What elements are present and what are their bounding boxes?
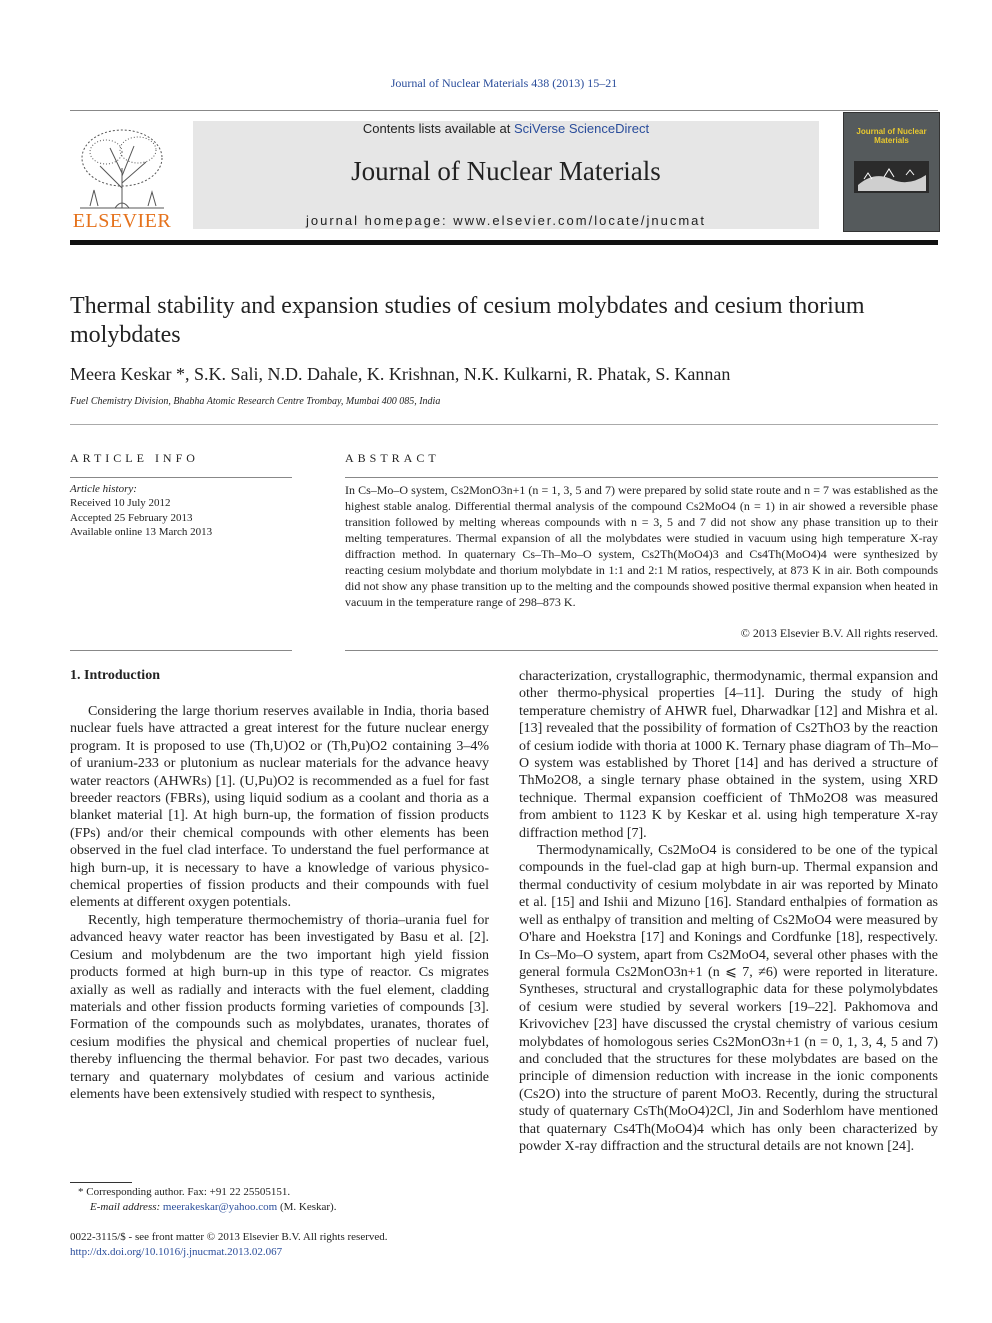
email-label: E-mail address: (90, 1201, 163, 1213)
body-column-left (70, 703, 489, 1103)
divider (345, 650, 938, 651)
section-heading: 1. Introduction (70, 668, 160, 683)
contents-prefix: Contents lists available at (362, 121, 514, 136)
author-list: Meera Keskar *, S.K. Sali, N.D. Dahale, K. Krishnan, N.K. Kulkarni, R. Phatak, S. Kannan (70, 364, 731, 384)
history-label: Article history: (70, 483, 137, 495)
online-date: Available online 13 March 2013 (70, 525, 213, 538)
journal-name: Journal of Nuclear Materials (351, 156, 661, 186)
divider (345, 477, 938, 478)
email-link[interactable]: meerakeskar@yahoo.com (162, 1201, 278, 1213)
corresponding-author: * Corresponding author. Fax: +91 22 25505151. (78, 1186, 291, 1198)
paragraph: Recently, high temperature thermochemistry of thoria–urania fuel for advanced heavy water reactor has been investigated by Basu et al. [2]. Cesium and molybdenum are the two important high yield fission products formed at high burn-up in this type of reactor. Cs migrates axially as well as radially and interacts with the fuel element, cladding materials and other fission products forming varieties of compounds [3]. Formation of the compounds such as molybdates, uranates, thorates of cesium modifies the physical and chemical properties of nuclear fuel, thereby influencing the thermal behavior. For past two decades, various ternary and quaternary molybdates of cesium and various actinide elements have been extensively studied with respect to synthesis, (70, 912, 489, 1102)
doi-link[interactable]: http://dx.doi.org/10.1016/j.jnucmat.2013.02.067 (70, 1246, 283, 1258)
page-footer (70, 1230, 570, 1260)
abstract-text: In Cs–Mo–O system, Cs2MonO3n+1 (n = 1, 3, 5 and 7) were prepared by solid state route and n = 7 was established as the highest stable analog. Differential thermal analysis of the compound Cs2MoO4 (n = 1) in air showed a reversible phase transition followed by melting whereas compounds with n = 3, 5 and 7 did not show any phase transition up to their melting temperatures. Thermal expansion of all the molybdates were studied in vacuum using high temperature X-ray diffraction method. In quaternary Cs–Th–Mo–O system, Cs2Th(MoO4)3 and Cs4Th(MoO4)4 were synthesized by reacting cesium molybdate and thorium molybdate in 1:1 and 2:1 M ratios, respectively, at 873 K in air. Both compounds did not show any phase transition up to the melting and the compounds showed positive thermal expansion when heated in vacuum in the temperature range of 298–873 K. (345, 483, 938, 609)
footnote (70, 1185, 489, 1215)
header-rule (70, 240, 938, 245)
body-column-right (519, 668, 938, 1155)
divider (70, 477, 292, 478)
copyright: © 2013 Elsevier B.V. All rights reserved. (740, 626, 938, 640)
article-history (70, 482, 292, 539)
paragraph: Considering the large thorium reserves available in India, thoria based nuclear fuels have attracted a great interest for the future nuclear energy program. It is proposed to use (Th,U)O2 or (Th,Pu)O2 containing 3–4% of uranium-233 or plutonium as nuclear materials for the advance heavy water reactors (AHWRs) [1]. (U,Pu)O2 is recommended as a fuel for fast breeder reactors (FBRs), using liquid sodium as a coolant and thoria as a blanket material [1]. At high burn-up, the formation of fission products (FPs) and/or their chemical compounds with other elements has been observed in the fuel clad interface. To understand the fuel performance at high burn-up, it is necessary to have a knowledge of various physico-chemical properties of fission products and their compounds with fuel elements at different oxygen potentials. (70, 704, 489, 911)
email-suffix: (M. Keskar). (277, 1201, 337, 1213)
paragraph: characterization, crystallographic, thermodynamic, thermal expansion and other thermo-physical properties [4–11]. During the study of high temperature chemistry of AHWR fuel, Dharwadkar [12] and Mishra et al. [13] revealed that the possibility of formation of Cs2ThO3 by the reaction of cesium iodide with thoria at 1000 K. Ternary phase diagram of Th–Mo–O system was established by Thoret [14] and has derived a structure of ThMo2O8, a single ternary phase obtained in the system, using XRD technique. Thermal expansion coefficient of ThMo2O8 was measured from ambient to 1123 K by Keskar et al. using high temperature X-ray diffraction method [7]. (519, 669, 938, 841)
accepted-date: Accepted 25 February 2013 (70, 511, 193, 524)
journal-cover-thumbnail[interactable] (843, 112, 940, 232)
issn-line: 0022-3115/$ - see front matter © 2013 Elsevier B.V. All rights reserved. (70, 1231, 388, 1243)
homepage-prefix: journal homepage: (305, 213, 454, 228)
paragraph: Thermodynamically, Cs2MoO4 is considered to be one of the typical compounds in the fuel-clad gap at high burn-up. Thermal expansion and thermal conductivity of cesium molybdate in air was reported by Minato et al. [15] and Ishii and Mizuno [16]. Standard enthalpies of formation as well as enthalpy of transition and melting of Cs2MoO4 were measured by O'hare and Hoekstra [17] and Konings and Cordfunke [18], respectively. In Cs–Mo–O system, apart from Cs2MoO4, several other phases with the general formula Cs2MonO3n+1 (n ⩽ 7, ≠6) were reported in literature. Syntheses, structural and crystallographic data for these polymolybdates of cesium were studied by several workers [19–22]. Pakhomova and Krivovichev [23] have discussed the crystal chemistry of various cesium molybdates of homologous series Cs2MonO3n+1 (n = 0, 1, 3, 4, 5 and 7) and concluded that the structures for these molybdates are based on the principle of dimension reduction with increase in the ionic components (Cs2O) into the structure of parent MoO3. Recently, during the structural study of quaternary CsTh(MoO4)2Cl, Jin and Soderhlom have mentioned that quaternary Cs4Th(MoO4)4 which has only been characterized by powder X-ray diffraction and the structural details are not known [24]. (519, 843, 938, 1154)
divider (70, 650, 292, 651)
article-title: Thermal stability and expansion studies of cesium molybdates and cesium thorium molybdates (70, 293, 865, 348)
elsevier-wordmark[interactable]: ELSEVIER (72, 210, 172, 232)
journal-citation[interactable]: Journal of Nuclear Materials 438 (2013) 15–21 (390, 76, 618, 90)
top-rule (70, 110, 938, 111)
abstract-heading: ABSTRACT (345, 451, 440, 465)
divider (70, 424, 938, 425)
sciencedirect-link[interactable]: SciVerse ScienceDirect (513, 121, 650, 136)
cover-title: Journal of Nuclear Materials (856, 127, 927, 145)
contents-line (193, 121, 819, 136)
journal-homepage (193, 213, 819, 228)
received-date: Received 10 July 2012 (70, 497, 171, 510)
cover-image-icon (844, 113, 939, 231)
homepage-url[interactable]: www.elsevier.com/locate/jnucmat (453, 213, 707, 228)
footnote-rule (70, 1182, 132, 1183)
affiliation: Fuel Chemistry Division, Bhabha Atomic Research Centre Trombay, Mumbai 400 085, India (70, 396, 441, 407)
article-info-heading: ARTICLE INFO (70, 451, 199, 465)
